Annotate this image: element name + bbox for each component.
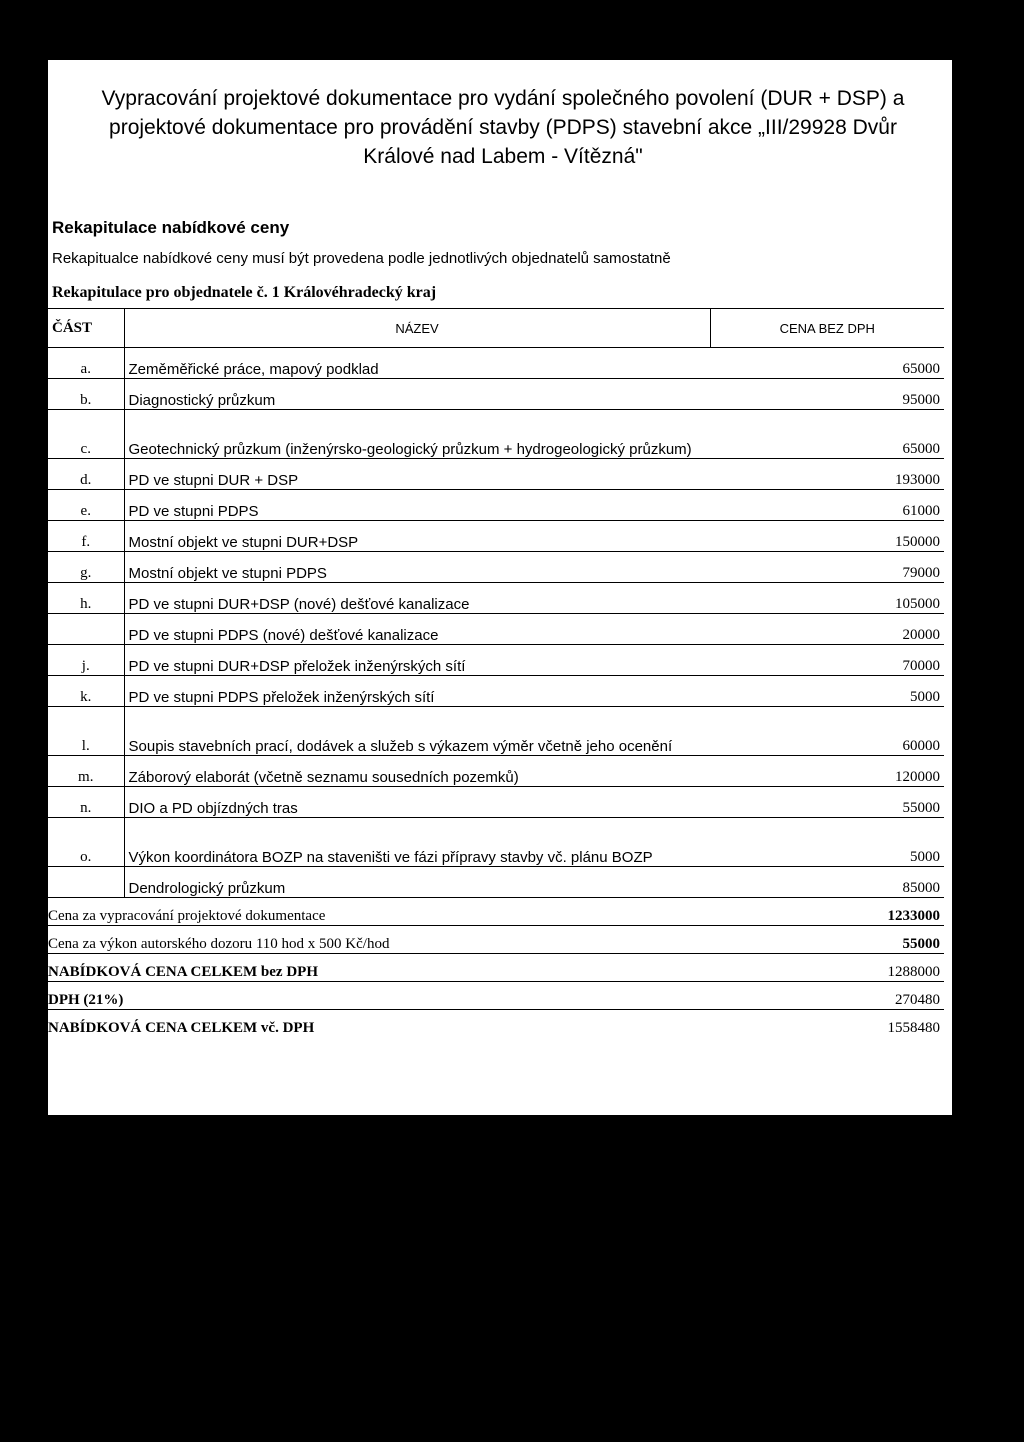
table-row (48, 348, 944, 379)
table-row (48, 583, 944, 614)
row-price: 85000 (710, 867, 944, 898)
summary-label: Cena za výkon autorského dozoru 110 hod x 500 Kč/hod (48, 926, 710, 954)
row-part: a. (48, 348, 124, 379)
table-row (48, 410, 944, 459)
row-price: 65000 (710, 348, 944, 379)
row-price: 65000 (710, 410, 944, 459)
table-row (48, 787, 944, 818)
row-part: m. (48, 756, 124, 787)
row-price: 20000 (710, 614, 944, 645)
table-row (48, 459, 944, 490)
summary-label: Cena za vypracování projektové dokumentace (48, 898, 710, 926)
row-name: Výkon koordinátora BOZP na staveništi ve fázi přípravy stavby vč. plánu BOZP (124, 818, 710, 867)
row-price: 5000 (710, 676, 944, 707)
row-price: 60000 (710, 707, 944, 756)
price-table (48, 308, 944, 1037)
header-price: CENA BEZ DPH (710, 309, 944, 348)
row-name: PD ve stupni DUR+DSP přeložek inženýrských sítí (124, 645, 710, 676)
row-price: 150000 (710, 521, 944, 552)
row-part: n. (48, 787, 124, 818)
row-name: Dendrologický průzkum (124, 867, 710, 898)
row-part: j. (48, 645, 124, 676)
header-part: ČÁST (48, 309, 124, 348)
row-name: Diagnostický průzkum (124, 379, 710, 410)
summary-price: 1288000 (710, 954, 944, 982)
table-row (48, 614, 944, 645)
table-row (48, 756, 944, 787)
summary-label: NABÍDKOVÁ CENA CELKEM vč. DPH (48, 1010, 710, 1038)
summary-price: 1233000 (710, 898, 944, 926)
document-page (48, 60, 952, 1115)
summary-price: 270480 (710, 982, 944, 1010)
summary-price: 55000 (710, 926, 944, 954)
row-part: d. (48, 459, 124, 490)
table-row (48, 676, 944, 707)
row-part: f. (48, 521, 124, 552)
row-part (48, 614, 124, 645)
row-price: 5000 (710, 818, 944, 867)
row-part (48, 867, 124, 898)
row-part: l. (48, 707, 124, 756)
summary-row-design (48, 898, 944, 926)
row-part: h. (48, 583, 124, 614)
table-row (48, 707, 944, 756)
document-heading (58, 84, 948, 171)
row-part: e. (48, 490, 124, 521)
row-part: g. (48, 552, 124, 583)
row-part: c. (48, 410, 124, 459)
table-row (48, 552, 944, 583)
row-part: k. (48, 676, 124, 707)
recap-title: Rekapitulace nabídkové ceny (52, 218, 290, 237)
table-row (48, 490, 944, 521)
heading-line-2: projektové dokumentace pro provádění stavby (PDPS) stavební akce „III/29928 Dvůr (109, 116, 897, 139)
row-price: 61000 (710, 490, 944, 521)
row-part: o. (48, 818, 124, 867)
summary-row-total-excl-vat (48, 954, 944, 982)
row-part: b. (48, 379, 124, 410)
row-price: 105000 (710, 583, 944, 614)
table-header-row (48, 309, 944, 348)
table-row (48, 379, 944, 410)
heading-line-3: Králové nad Labem - Vítězná" (363, 145, 643, 168)
table-row (48, 818, 944, 867)
row-price: 79000 (710, 552, 944, 583)
row-name: PD ve stupni PDPS (124, 490, 710, 521)
row-name: Soupis stavebních prací, dodávek a služeb s výkazem výměr včetně jeho ocenění (124, 707, 710, 756)
summary-row-total-incl-vat (48, 1010, 944, 1038)
row-name: Záborový elaborát (včetně seznamu sousedních pozemků) (124, 756, 710, 787)
row-price: 193000 (710, 459, 944, 490)
row-name: Mostní objekt ve stupni DUR+DSP (124, 521, 710, 552)
row-name: PD ve stupni PDPS (nové) dešťové kanalizace (124, 614, 710, 645)
summary-row-vat (48, 982, 944, 1010)
header-name: NÁZEV (124, 309, 710, 348)
row-name: PD ve stupni PDPS přeložek inženýrských sítí (124, 676, 710, 707)
row-price: 95000 (710, 379, 944, 410)
row-name: Geotechnický průzkum (inženýrsko-geologický průzkum + hydrogeologický průzkum) (124, 410, 710, 459)
row-name: Mostní objekt ve stupni PDPS (124, 552, 710, 583)
summary-row-supervision (48, 926, 944, 954)
row-name: DIO a PD objízdných tras (124, 787, 710, 818)
table-row (48, 521, 944, 552)
orderer-title: Rekapitulace pro objednatele č. 1 Královéhradecký kraj (52, 284, 437, 301)
recap-note: Rekapitualce nabídkové ceny musí být provedena podle jednotlivých objednatelů samostatně (52, 250, 671, 267)
heading-line-1: Vypracování projektové dokumentace pro vydání společného povolení (DUR + DSP) a (101, 87, 905, 110)
row-price: 55000 (710, 787, 944, 818)
row-name: PD ve stupni DUR + DSP (124, 459, 710, 490)
row-price: 120000 (710, 756, 944, 787)
row-name: PD ve stupni DUR+DSP (nové) dešťové kanalizace (124, 583, 710, 614)
table-row (48, 645, 944, 676)
summary-price: 1558480 (710, 1010, 944, 1038)
row-price: 70000 (710, 645, 944, 676)
summary-label: DPH (21%) (48, 982, 710, 1010)
summary-label: NABÍDKOVÁ CENA CELKEM bez DPH (48, 954, 710, 982)
row-name: Zeměměřické práce, mapový podklad (124, 348, 710, 379)
table-row (48, 867, 944, 898)
